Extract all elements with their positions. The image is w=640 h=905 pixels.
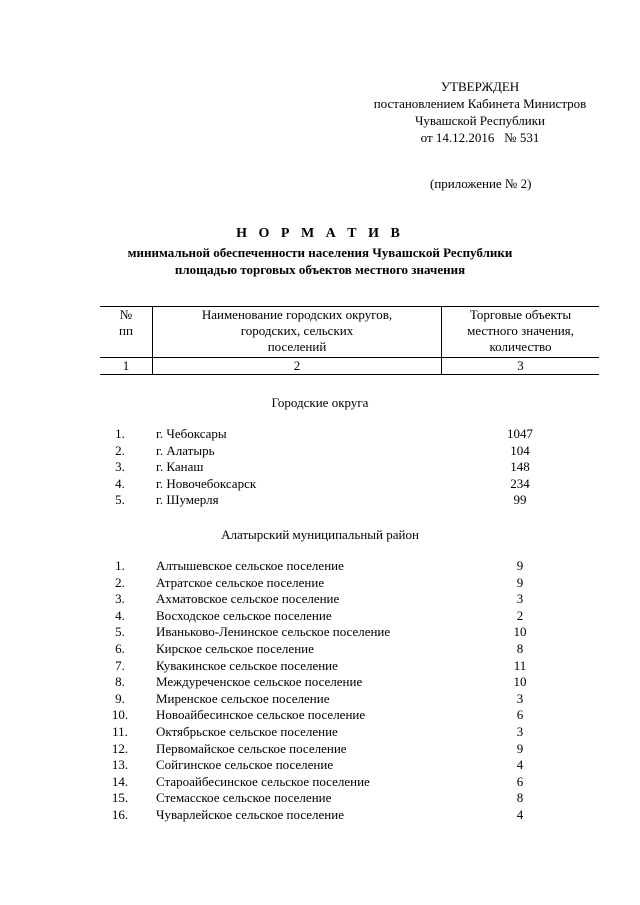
- item-number: 13.: [111, 757, 129, 773]
- item-number: 5.: [115, 624, 125, 640]
- item-count: 1047: [507, 426, 533, 441]
- item-number: 11.: [112, 723, 128, 739]
- item-name: Ахматовское сельское поселение: [156, 591, 340, 607]
- item-count: 8: [516, 640, 524, 656]
- item-name: Сойгинское сельское поселение: [156, 757, 334, 773]
- item-name: Октябрьское сельское поселение: [156, 723, 338, 739]
- header-index: 1: [100, 358, 153, 375]
- item-number: 9.: [115, 690, 125, 706]
- section-list: [100, 558, 560, 824]
- item-count: 10: [513, 624, 527, 640]
- item-name: Иваньково-Ленинское сельское поселение: [156, 624, 391, 640]
- list-item: [100, 674, 560, 691]
- approval-line: Чувашской Республики: [414, 113, 546, 128]
- item-count: 4: [516, 757, 524, 773]
- header-index: 2: [153, 358, 442, 375]
- list-item: [100, 790, 560, 807]
- item-number: 4.: [115, 475, 125, 491]
- section-title: Городские округа: [271, 395, 369, 410]
- subtitle-line: площадью торговых объектов местного значения: [174, 262, 466, 277]
- item-name: Кирское сельское поселение: [156, 640, 314, 656]
- item-count: 9: [516, 574, 524, 590]
- header-number-col: № пп: [100, 307, 153, 358]
- table-header: [100, 306, 599, 375]
- item-name: Чуварлейское сельское поселение: [156, 806, 344, 822]
- item-number: 16.: [111, 806, 129, 822]
- list-item: [100, 608, 560, 625]
- item-count: 9: [516, 740, 524, 756]
- list-item: [100, 575, 560, 592]
- list-item: [100, 459, 560, 476]
- subtitle-line: минимальной обеспеченности населения Чувашской Республики: [127, 245, 513, 260]
- item-number: 3.: [115, 459, 125, 475]
- item-count: 3: [516, 591, 524, 607]
- item-number: 8.: [115, 674, 125, 690]
- section-title: Алатырский муниципальный район: [221, 527, 419, 542]
- item-name: Кувакинское сельское поселение: [156, 657, 338, 673]
- item-name: Новоайбесинское сельское поселение: [156, 707, 366, 723]
- list-item: [100, 443, 560, 460]
- list-item: [100, 757, 560, 774]
- item-count: 11: [513, 657, 527, 673]
- item-number: 5.: [115, 492, 125, 508]
- item-number: 4.: [115, 607, 125, 623]
- approval-date: от 14.12.2016 № 531: [420, 130, 540, 145]
- item-number: 12.: [111, 740, 129, 756]
- list-item: [100, 741, 560, 758]
- header-count-col: Торговые объекты местного значения, количество: [442, 307, 600, 358]
- item-number: 6.: [115, 640, 125, 656]
- approval-title: УТВЕРЖДЕН: [440, 79, 520, 94]
- list-item: [100, 426, 560, 443]
- item-name: г. Алатырь: [156, 442, 215, 458]
- item-name: Первомайское сельское поселение: [156, 740, 347, 756]
- appendix-note: (приложение № 2): [430, 176, 532, 191]
- list-item: [100, 641, 560, 658]
- item-count: 3: [516, 723, 524, 739]
- list-item: [100, 558, 560, 575]
- list-item: [100, 724, 560, 741]
- document-subtitle: [0, 244, 640, 278]
- item-count: 234: [510, 475, 530, 491]
- item-name: Восходское сельское поселение: [156, 607, 332, 623]
- item-count: 4: [516, 806, 524, 822]
- item-number: 15.: [111, 790, 129, 806]
- item-number: 1.: [115, 558, 125, 573]
- list-item: [100, 658, 560, 675]
- list-item: [100, 707, 560, 724]
- item-count: 8: [516, 790, 524, 806]
- item-number: 3.: [115, 591, 125, 607]
- item-number: 7.: [115, 657, 125, 673]
- list-item: [100, 492, 560, 509]
- item-number: 2.: [115, 442, 125, 458]
- header-index: 3: [442, 358, 600, 375]
- item-name: Стемасское сельское поселение: [156, 790, 332, 806]
- item-number: 14.: [111, 773, 129, 789]
- item-count: 99: [513, 492, 527, 508]
- approval-line: постановлением Кабинета Министров: [373, 96, 587, 111]
- list-item: [100, 774, 560, 791]
- approval-block: [355, 78, 605, 146]
- item-name: г. Канаш: [156, 459, 204, 475]
- item-number: 2.: [115, 574, 125, 590]
- header-name-col: Наименование городских округов, городских, сельских поселений: [153, 307, 442, 358]
- item-name: г. Шумерля: [156, 492, 219, 508]
- list-item: [100, 624, 560, 641]
- item-name: г. Новочебоксарск: [156, 475, 257, 491]
- list-item: [100, 691, 560, 708]
- section-list: [100, 426, 560, 509]
- item-name: г. Чебоксары: [156, 426, 227, 441]
- item-count: 6: [516, 773, 524, 789]
- item-count: 104: [510, 442, 530, 458]
- item-count: 6: [516, 707, 524, 723]
- item-count: 3: [516, 690, 524, 706]
- document-title: Н О Р М А Т И В: [236, 226, 404, 241]
- list-item: [100, 807, 560, 824]
- item-count: 148: [510, 459, 530, 475]
- item-name: Атратское сельское поселение: [156, 574, 325, 590]
- item-count: 10: [513, 674, 527, 690]
- item-name: Миренское сельское поселение: [156, 690, 330, 706]
- item-count: 9: [516, 558, 524, 573]
- item-name: Алтышевское сельское поселение: [156, 558, 344, 573]
- item-count: 2: [516, 607, 524, 623]
- item-name: Староайбесинское сельское поселение: [156, 773, 370, 789]
- item-number: 1.: [115, 426, 125, 441]
- item-name: Междуреченское сельское поселение: [156, 674, 363, 690]
- item-number: 10.: [111, 707, 129, 723]
- list-item: [100, 476, 560, 493]
- list-item: [100, 591, 560, 608]
